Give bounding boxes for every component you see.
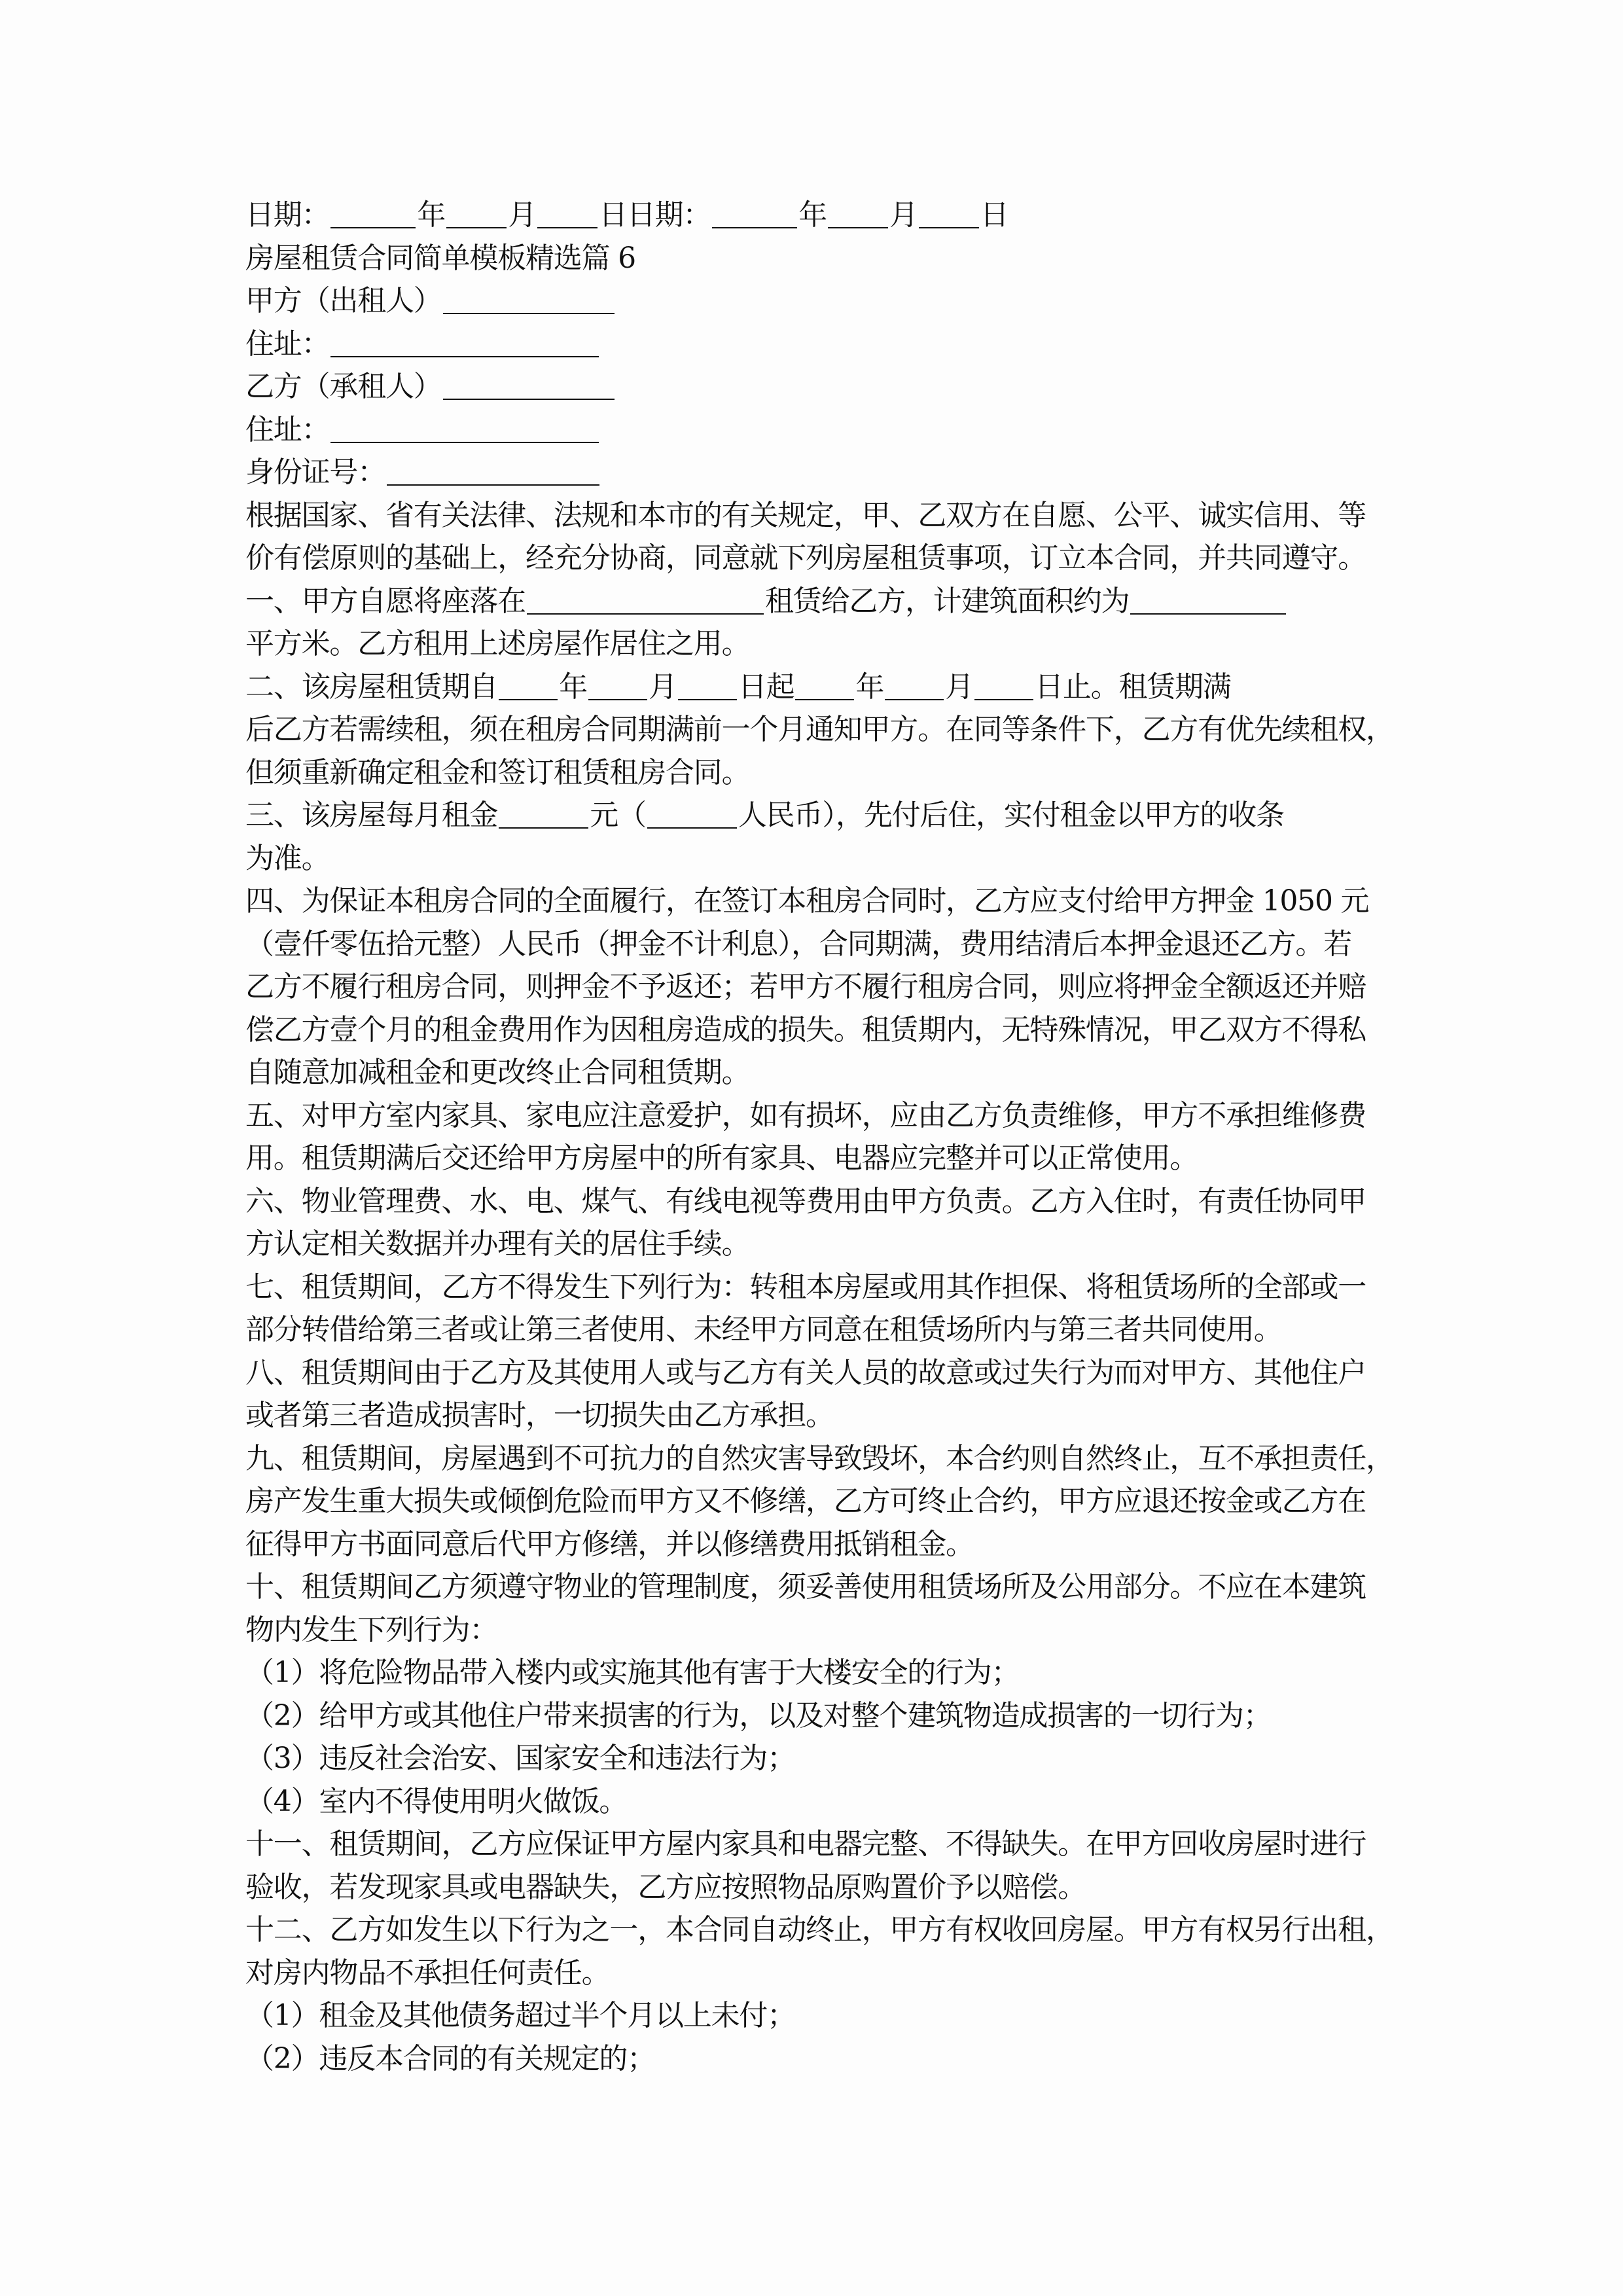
line-text: 月 (945, 670, 974, 704)
line-text: 年 (559, 670, 588, 704)
fill-in-blank[interactable] (499, 798, 588, 829)
line-text: （1）租金及其他债务超过半个月以上未付； (245, 1999, 795, 2032)
line-text: 物内发生下列行为： (245, 1613, 498, 1647)
fill-in-blank[interactable] (499, 670, 558, 700)
document-line (245, 1737, 1384, 1780)
document-page (245, 194, 1394, 2080)
line-text: 年 (855, 670, 884, 704)
document-line (245, 323, 1384, 366)
fill-in-blank[interactable] (443, 370, 615, 400)
document-line (245, 2037, 1384, 2081)
document-line (245, 279, 1384, 323)
document-line (245, 1780, 1384, 1823)
document-line (245, 1952, 1384, 1995)
line-text: （3）违反社会治安、国家安全和违法行为； (245, 1742, 795, 1775)
document-line (245, 1909, 1394, 1952)
document-line (245, 1823, 1384, 1866)
document-line (245, 1137, 1384, 1180)
fill-in-blank[interactable] (647, 798, 737, 829)
fill-in-blank[interactable] (974, 670, 1033, 700)
document-line (245, 1094, 1384, 1138)
document-line (245, 1009, 1384, 1052)
line-text: 七、租赁期间，乙方不得发生下列行为：转租本房屋或用其作担保、将租赁场所的全部或一 (245, 1270, 1366, 1304)
line-text: 甲方（出租人） (245, 284, 442, 317)
document-line (245, 794, 1384, 837)
fill-in-blank[interactable] (446, 198, 507, 228)
fill-in-blank[interactable] (443, 284, 615, 314)
document-line (245, 237, 1384, 280)
line-text: 后乙方若需续租，须在租房合同期满前一个月通知甲方。在同等条件下，乙方有优先续租权， (245, 713, 1394, 746)
line-text: （壹仟零伍拾元整）人民币（押金不计利息），合同期满，费用结清后本押金退还乙方。若 (245, 927, 1351, 961)
fill-in-blank[interactable] (330, 413, 599, 443)
document-line (245, 1266, 1384, 1309)
line-text: 部分转借给第三者或让第三者使用、未经甲方同意在租赁场所内与第三者共同使用。 (245, 1313, 1282, 1346)
line-text: 八、租赁期间由于乙方及其使用人或与乙方有关人员的故意或过失行为而对甲方、其他住户 (245, 1355, 1366, 1390)
document-line (245, 923, 1384, 966)
document-line (245, 1695, 1384, 1738)
line-text: 日日期： (599, 198, 711, 232)
line-text: 月 (508, 198, 537, 232)
line-text: 二、该房屋租赁期自 (245, 670, 498, 704)
line-text: 根据国家、省有关法律、法规和本市的有关规定，甲、乙双方在自愿、公平、诚实信用、等 (245, 498, 1366, 532)
document-line (245, 1223, 1384, 1266)
document-line (245, 751, 1384, 795)
document-line (245, 965, 1384, 1009)
line-text: 月 (649, 670, 677, 704)
line-text: 九、租赁期间，房屋遇到不可抗力的自然灾害导致毁坏，本合约则自然终止，互不承担责任， (245, 1441, 1394, 1475)
document-line (245, 880, 1384, 923)
line-text: 偿乙方壹个月的租金费用作为因租房造成的损失。租赁期内，无特殊情况，甲乙双方不得私 (245, 1013, 1366, 1047)
line-text: 租赁给乙方，计建筑面积约为 (765, 584, 1130, 618)
line-text: 四、为保证本租房合同的全面履行，在签订本租房合同时，乙方应支付给甲方押金 1050 元 (245, 884, 1369, 918)
line-text: 用。租赁期满后交还给甲方房屋中的所有家具、电器应完整并可以正常使用。 (245, 1141, 1198, 1175)
fill-in-blank[interactable] (588, 670, 647, 700)
line-text: （2）违反本合同的有关规定的； (245, 2041, 655, 2075)
line-text: （1）将危险物品带入楼内或实施其他有害于大楼安全的行为； (245, 1656, 1020, 1689)
document-line (245, 1566, 1384, 1609)
line-text: 乙方不履行租房合同，则押金不予返还；若甲方不履行租房合同，则应将押金全额返还并赔 (245, 970, 1366, 1003)
fill-in-blank[interactable] (795, 670, 854, 700)
line-text: 对房内物品不承担任何责任。 (245, 1956, 610, 1990)
line-text: （2）给甲方或其他住户带来损害的行为，以及对整个建筑物造成损害的一切行为； (245, 1698, 1272, 1732)
line-text: 三、该房屋每月租金 (245, 798, 498, 832)
line-text: 自随意加减租金和更改终止合同租赁期。 (245, 1056, 750, 1089)
line-text: 日期： (245, 198, 330, 232)
line-text: 乙方（承租人） (245, 370, 442, 403)
document-line (245, 1308, 1384, 1352)
line-text: 为准。 (245, 841, 330, 875)
document-line (245, 580, 1384, 623)
line-text: 房产发生重大损失或倾倒危险而甲方又不修缮，乙方可终止合约，甲方应退还按金或乙方在 (245, 1484, 1366, 1518)
fill-in-blank[interactable] (885, 670, 944, 700)
document-line (245, 365, 1384, 408)
line-text: 验收，若发现家具或电器缺失，乙方应按照物品原购置价予以赔偿。 (245, 1870, 1086, 1904)
fill-in-blank[interactable] (1130, 584, 1286, 615)
document-line (245, 622, 1384, 666)
document-line (245, 1994, 1384, 2037)
line-text: 价有偿原则的基础上，经充分协商，同意就下列房屋租赁事项，订立本合同，并共同遵守。 (245, 541, 1366, 575)
document-line (245, 1051, 1384, 1094)
fill-in-blank[interactable] (387, 456, 599, 486)
line-text: 年 (417, 198, 446, 232)
line-text: 平方米。乙方租用上述房屋作居住之用。 (245, 627, 750, 660)
fill-in-blank[interactable] (678, 670, 737, 700)
line-text: 身份证号： (245, 456, 385, 489)
line-text: 人民币），先付后住，实付租金以甲方的收条 (738, 798, 1284, 832)
line-text: 房屋租赁合同简单模板精选篇 6 (245, 241, 635, 275)
document-line (245, 1651, 1384, 1695)
document-line (245, 1866, 1384, 1909)
document-line (245, 537, 1384, 580)
document-line (245, 666, 1384, 709)
document-line (245, 1394, 1384, 1437)
line-text: 方认定相关数据并办理有关的居住手续。 (245, 1227, 750, 1261)
line-text: （4）室内不得使用明火做饭。 (245, 1784, 628, 1818)
line-text: 住址： (245, 327, 330, 361)
line-text: 日起 (738, 670, 794, 704)
line-text: 五、对甲方室内家具、家电应注意爱护，如有损坏，应由乙方负责维修，甲方不承担维修费 (245, 1098, 1366, 1132)
fill-in-blank[interactable] (527, 584, 764, 615)
line-text: 但须重新确定租金和签订租赁租房合同。 (245, 755, 750, 789)
fill-in-blank[interactable] (828, 198, 888, 228)
line-text: 日 (980, 198, 1008, 232)
document-line (245, 1180, 1384, 1223)
document-line (245, 451, 1384, 494)
document-line (245, 494, 1384, 537)
line-text: 或者第三者造成损害时，一切损失由乙方承担。 (245, 1399, 834, 1432)
line-text: 元（ (590, 798, 646, 832)
line-text: 十二、乙方如发生以下行为之一，本合同自动终止，甲方有权收回房屋。甲方有权另行出租， (245, 1913, 1394, 1946)
line-text: 日止。租赁期满 (1035, 670, 1231, 704)
fill-in-blank[interactable] (712, 198, 797, 228)
line-text: 年 (798, 198, 827, 232)
fill-in-blank[interactable] (330, 327, 599, 357)
document-line (245, 1523, 1384, 1566)
document-line (245, 194, 1384, 237)
document-line (245, 1480, 1384, 1523)
line-text: 十一、租赁期间，乙方应保证甲方屋内家具和电器完整、不得缺失。在甲方回收房屋时进行 (245, 1827, 1366, 1861)
document-line (245, 837, 1384, 880)
line-text: 住址： (245, 412, 330, 446)
line-text: 十、租赁期间乙方须遵守物业的管理制度，须妥善使用租赁场所及公用部分。不应在本建筑 (245, 1570, 1366, 1604)
document-line (245, 408, 1384, 452)
fill-in-blank[interactable] (330, 198, 416, 228)
document-line (245, 1352, 1384, 1395)
fill-in-blank[interactable] (919, 198, 979, 228)
line-text: 六、物业管理费、水、电、煤气、有线电视等费用由甲方负责。乙方入住时，有责任协同甲 (245, 1184, 1366, 1218)
document-line (245, 708, 1394, 751)
line-text: 月 (889, 198, 918, 232)
line-text: 征得甲方书面同意后代甲方修缮，并以修缮费用抵销租金。 (245, 1527, 974, 1561)
document-line (245, 1437, 1394, 1480)
document-line (245, 1609, 1384, 1652)
fill-in-blank[interactable] (537, 198, 597, 228)
line-text: 一、甲方自愿将座落在 (245, 584, 526, 618)
